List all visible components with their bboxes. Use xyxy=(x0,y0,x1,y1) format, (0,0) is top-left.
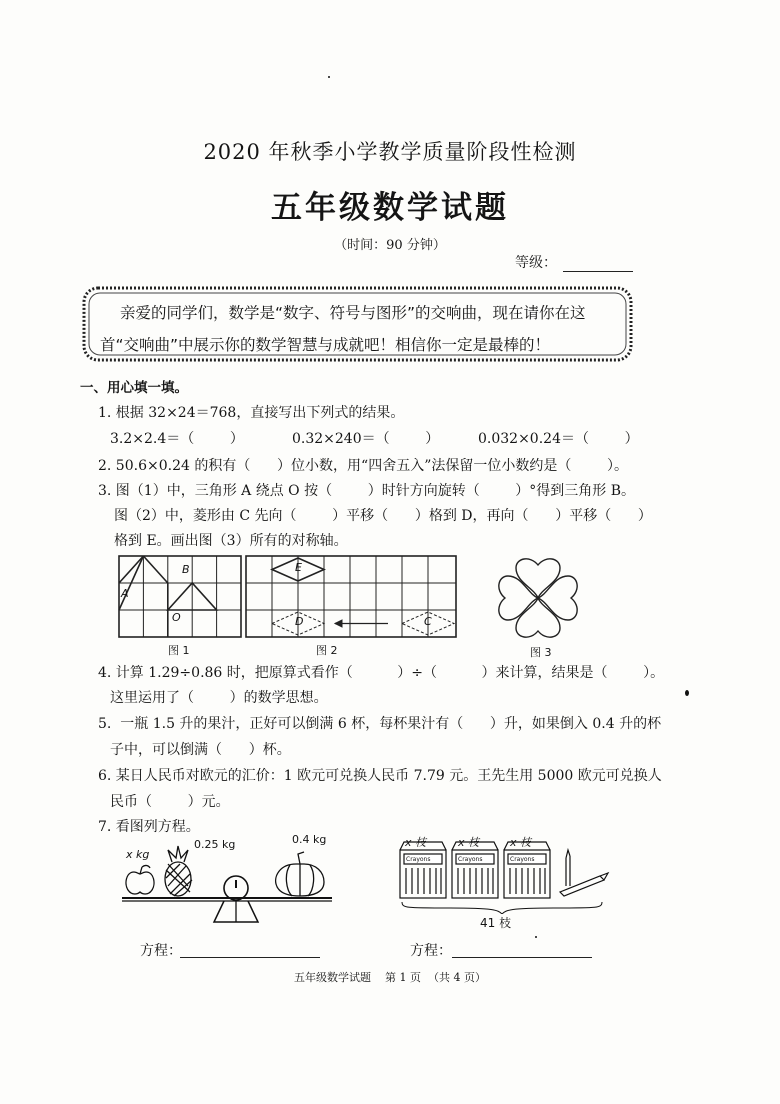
box-label-3: x 枝 xyxy=(510,836,532,849)
scale-left-label: x kg xyxy=(126,848,150,861)
label-o: O xyxy=(172,611,181,624)
scan-speck xyxy=(535,936,537,938)
figure-1-grid xyxy=(118,555,242,638)
label-e: E xyxy=(295,561,302,574)
q3-line2: 图（2）中，菱形由 C 先向（ ）平移（ ）格到 D，再向（ ）平移（ ） xyxy=(114,508,652,524)
q3-line3: 格到 E。画出图（3）所有的对称轴。 xyxy=(114,533,348,549)
q4-line2: 这里运用了（ ）的数学思想。 xyxy=(110,690,328,706)
box-label-1: x 枝 xyxy=(405,836,427,849)
figure-2-caption: 图 2 xyxy=(316,644,338,657)
grade-label: 等级： xyxy=(515,255,557,271)
scale-right-label: 0.4 kg xyxy=(292,833,327,846)
equation-blank-left[interactable] xyxy=(180,956,320,958)
scan-speck xyxy=(328,76,330,78)
label-d: D xyxy=(295,615,304,628)
equation-label-left: 方程： xyxy=(140,943,182,959)
crayon-boxes-illustration xyxy=(394,836,612,914)
crayon-text-3: Crayons xyxy=(510,856,535,863)
crayon-text-2: Crayons xyxy=(458,856,483,863)
q5-line2: 子中，可以倒满（ ）杯。 xyxy=(110,742,291,758)
q4-line1: 4. 计算 1.29÷0.86 时，把原算式看作（ ）÷（ ）来计算，结果是（ ）。 xyxy=(98,665,665,681)
equation-blank-right[interactable] xyxy=(452,956,592,958)
page-footer: 五年级数学试题 第 1 页 （共 4 页） xyxy=(294,971,486,984)
q1-c: 0.032×0.24＝（ ） xyxy=(478,431,639,447)
q6-line2: 民币（ ）元。 xyxy=(110,794,230,810)
figure-3-caption: 图 3 xyxy=(530,646,552,659)
q1-text: 1. 根据 32×24＝768，直接写出下列式的结果。 xyxy=(98,405,405,421)
scale-middle-label: 0.25 kg xyxy=(194,838,236,851)
intro-message: 亲爱的同学们，数学是“数字、符号与图形”的交响曲，现在请你在这首“交响曲”中展示你的数学智慧与成就吧！相信你一定是最棒的！ xyxy=(100,304,586,354)
q1-a: 3.2×2.4＝（ ） xyxy=(110,431,244,447)
q3-line1: 3. 图（1）中，三角形 A 绕点 O 按（ ）时针方向旋转（ ）°得到三角形 B。 xyxy=(98,483,636,499)
grade-blank[interactable] xyxy=(563,257,633,272)
figure-1-caption: 图 1 xyxy=(168,644,190,657)
label-a: A xyxy=(121,587,129,600)
section-title: 一、用心填一填。 xyxy=(80,380,188,396)
grade-field xyxy=(515,252,633,272)
page-title: 五年级数学试题 xyxy=(271,190,509,226)
scan-speck xyxy=(685,690,689,696)
q2-text: 2. 50.6×0.24 的积有（ ）位小数，用“四舍五入”法保留一位小数约是（ ）。 xyxy=(98,458,628,474)
exam-time: （时间：90 分钟） xyxy=(334,238,446,253)
crayon-text-1: Crayons xyxy=(406,856,431,863)
exam-name: 2020 年秋季小学教学质量阶段性检测 xyxy=(203,140,577,164)
equation-label-right: 方程： xyxy=(410,943,452,959)
label-c: C xyxy=(424,615,432,628)
q1-b: 0.32×240＝（ ） xyxy=(292,431,440,447)
q7-text: 7. 看图列方程。 xyxy=(98,819,200,835)
crayon-total: 41 枝 xyxy=(480,916,512,930)
label-b: B xyxy=(182,563,190,576)
q5-line1: 5. 一瓶 1.5 升的果汁，正好可以倒满 6 杯，每杯果汁有（ ）升，如果倒入 0.4 升的杯 xyxy=(98,716,662,732)
figure-3-clover xyxy=(495,555,581,641)
q6-line1: 6. 某日人民币对欧元的汇价：1 欧元可兑换人民币 7.79 元。王先生用 5000 欧元可兑换人 xyxy=(98,768,662,784)
box-label-2: x 枝 xyxy=(458,836,480,849)
